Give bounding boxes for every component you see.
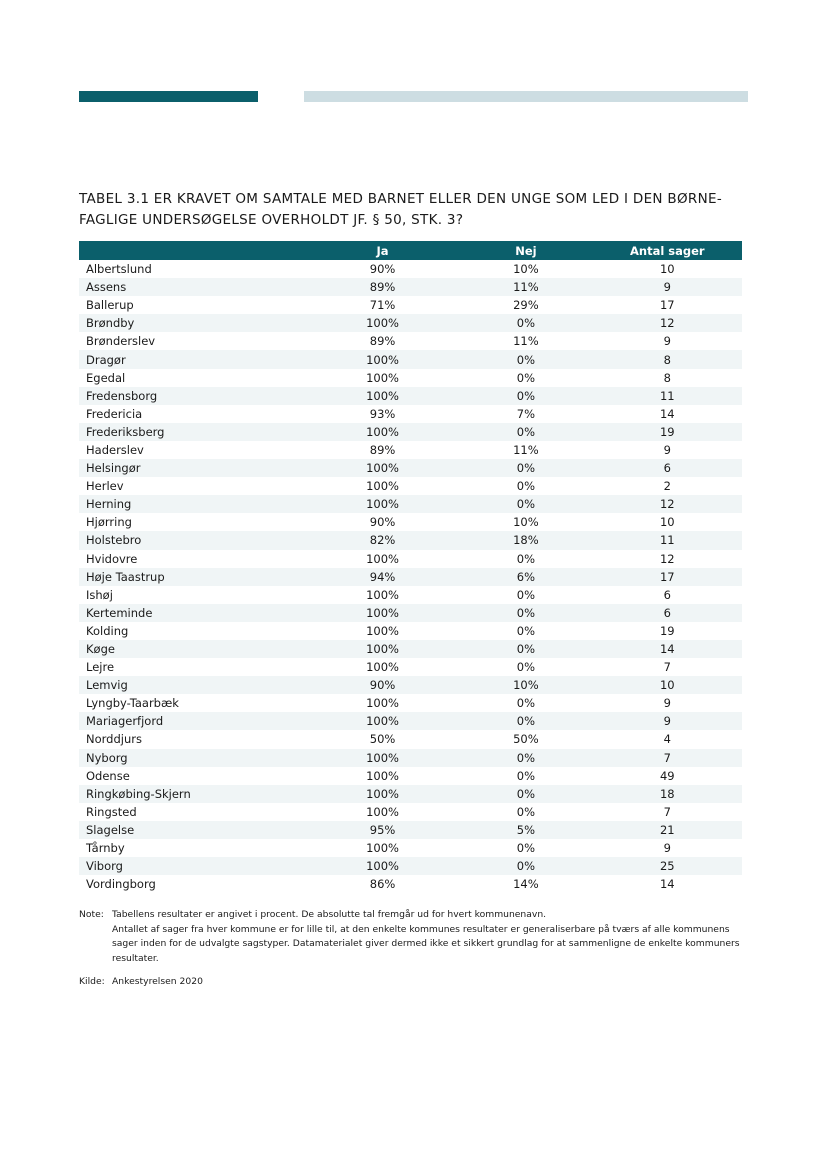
table-row	[79, 749, 742, 767]
cell-nej: 0%	[459, 495, 592, 513]
header-accent-bar-light	[304, 91, 748, 102]
table-row	[79, 550, 742, 568]
cell-antal-sager: 19	[593, 423, 742, 441]
cell-nej: 0%	[459, 459, 592, 477]
cell-ja: 100%	[306, 857, 459, 875]
cell-antal-sager: 7	[593, 749, 742, 767]
cell-antal-sager: 10	[593, 676, 742, 694]
cell-municipality: Høje Taastrup	[79, 568, 306, 586]
table-row	[79, 586, 742, 604]
table-row	[79, 513, 742, 531]
cell-antal-sager: 9	[663, 334, 671, 349]
table-row	[79, 839, 742, 857]
cell-antal-sager: 12	[593, 314, 742, 332]
cell-nej: 0%	[459, 749, 592, 767]
cell-municipality: Nyborg	[79, 749, 306, 767]
cell-municipality: Helsingør	[79, 459, 306, 477]
cell-nej: 0%	[516, 841, 536, 856]
cell-municipality: Lyngby-Taarbæk	[86, 696, 179, 711]
table-row	[79, 767, 742, 785]
cell-ja: 50%	[369, 732, 396, 747]
cell-municipality: Odense	[86, 768, 130, 783]
cell-ja: 90%	[306, 676, 459, 694]
cell-municipality: Hvidovre	[86, 551, 138, 566]
table-row	[79, 640, 742, 658]
table-row	[79, 785, 742, 803]
cell-ja: 90%	[369, 262, 396, 277]
table-row	[79, 676, 742, 694]
cell-ja: 100%	[306, 604, 459, 622]
cell-antal-sager: 8	[593, 350, 742, 368]
header-ja: Ja	[306, 241, 459, 260]
cell-municipality: Frederiksberg	[79, 423, 306, 441]
cell-ja: 89%	[369, 334, 396, 349]
cell-ja: 100%	[306, 495, 459, 513]
cell-antal-sager: 14	[659, 877, 675, 892]
table-row	[79, 350, 742, 368]
cell-municipality: Hjørring	[86, 515, 132, 530]
cell-municipality: Fredensborg	[79, 387, 306, 405]
table-row	[79, 821, 742, 839]
header-accent-bar-dark	[79, 91, 258, 102]
cell-nej: 0%	[516, 370, 536, 385]
cell-antal-sager: 7	[663, 660, 671, 675]
notes-section	[79, 908, 744, 990]
table-row	[79, 622, 742, 640]
cell-nej: 0%	[459, 712, 592, 730]
cell-municipality: Tårnby	[86, 841, 125, 856]
table-row	[79, 712, 742, 730]
table-row	[79, 296, 742, 314]
table-header-row	[79, 241, 742, 260]
table-row	[79, 694, 742, 712]
cell-antal-sager: 8	[663, 370, 671, 385]
table-row	[79, 857, 742, 875]
cell-municipality: Kerteminde	[79, 604, 306, 622]
cell-nej: 29%	[513, 298, 539, 313]
cell-ja: 90%	[369, 515, 396, 530]
cell-municipality: Køge	[79, 640, 306, 658]
table-title: TABEL 3.1 ER KRAVET OM SAMTALE MED BARNET ELLER DEN UNGE SOM LED I DEN BØRNE-FAGLIGE UNDERSØGELSE OVERHOLDT JF. § 50, STK. 3?	[79, 191, 722, 228]
cell-nej: 10%	[513, 515, 539, 530]
cell-ja: 100%	[366, 551, 399, 566]
table-row	[79, 423, 742, 441]
cell-ja: 86%	[369, 877, 396, 892]
cell-ja: 100%	[366, 841, 399, 856]
cell-ja: 100%	[366, 768, 399, 783]
cell-antal-sager: 19	[659, 623, 675, 638]
cell-nej: 10%	[513, 262, 539, 277]
table-row	[79, 332, 742, 350]
table-row	[79, 875, 742, 893]
cell-nej: 11%	[513, 334, 539, 349]
cell-municipality: Brønderslev	[86, 334, 156, 349]
cell-ja: 100%	[366, 479, 399, 494]
cell-nej: 0%	[516, 479, 536, 494]
cell-nej: 0%	[516, 587, 536, 602]
table-row	[79, 477, 742, 495]
table-row	[79, 459, 742, 477]
cell-nej: 5%	[459, 821, 592, 839]
table-row	[79, 568, 742, 586]
cell-ja: 94%	[306, 568, 459, 586]
note-line-1: Tabellens resultater er angivet i procent. De absolutte tal fremgår ud for hvert kommunenavn.	[112, 909, 547, 920]
cell-ja: 82%	[306, 531, 459, 549]
cell-ja: 95%	[306, 821, 459, 839]
cell-antal-sager: 11	[593, 387, 742, 405]
cell-antal-sager: 9	[593, 712, 742, 730]
cell-ja: 100%	[366, 587, 399, 602]
cell-nej: 0%	[516, 696, 536, 711]
cell-ja: 100%	[306, 350, 459, 368]
source-text: Ankestyrelsen 2020	[112, 976, 203, 987]
cell-antal-sager: 14	[593, 640, 742, 658]
cell-ja: 100%	[366, 804, 399, 819]
cell-municipality: Herning	[79, 495, 306, 513]
cell-municipality: Lemvig	[79, 676, 306, 694]
cell-ja: 100%	[366, 370, 399, 385]
cell-municipality: Dragør	[79, 350, 306, 368]
cell-antal-sager: 7	[663, 804, 671, 819]
cell-municipality: Egedal	[86, 370, 126, 385]
cell-municipality: Brøndby	[79, 314, 306, 332]
table-row	[79, 658, 742, 676]
header-nej: Nej	[459, 241, 592, 260]
cell-antal-sager: 9	[663, 841, 671, 856]
table-body	[79, 260, 742, 893]
cell-nej: 0%	[459, 604, 592, 622]
cell-municipality: Haderslev	[86, 442, 144, 457]
cell-municipality: Herlev	[86, 479, 124, 494]
cell-antal-sager: 4	[663, 732, 671, 747]
cell-ja: 100%	[366, 696, 399, 711]
table-row	[79, 531, 742, 549]
cell-nej: 0%	[516, 768, 536, 783]
cell-antal-sager: 49	[659, 768, 675, 783]
note-line-2: Antallet af sager fra hver kommune er for lille til, at den enkelte kommunes resultater er generaliserbare på tværs af alle kommunens sager inden for de udvalgte sagstyper. Datamaterialet giver dermed ikke et sikkert grundlag for at sammenligne de enkelte kommuners resultater.	[112, 923, 740, 964]
cell-nej: 0%	[516, 551, 536, 566]
cell-nej: 50%	[513, 732, 539, 747]
cell-municipality: Mariagerfjord	[79, 712, 306, 730]
cell-municipality: Slagelse	[79, 821, 306, 839]
table-row	[79, 405, 742, 423]
table-row	[79, 495, 742, 513]
cell-antal-sager: 21	[593, 821, 742, 839]
note	[79, 908, 744, 966]
cell-ja: 100%	[366, 623, 399, 638]
cell-nej: 0%	[459, 857, 592, 875]
cell-antal-sager: 2	[663, 479, 671, 494]
cell-antal-sager: 12	[659, 551, 675, 566]
cell-antal-sager: 25	[593, 857, 742, 875]
table-row	[79, 278, 742, 296]
cell-antal-sager: 6	[663, 587, 671, 602]
cell-ja: 89%	[369, 442, 396, 457]
cell-antal-sager: 17	[593, 568, 742, 586]
cell-nej: 0%	[516, 804, 536, 819]
source	[79, 975, 744, 990]
cell-antal-sager: 11	[593, 531, 742, 549]
cell-ja: 100%	[306, 712, 459, 730]
note-label: Note:	[79, 909, 104, 920]
cell-ja: 100%	[306, 314, 459, 332]
cell-ja: 100%	[306, 387, 459, 405]
cell-antal-sager: 9	[663, 696, 671, 711]
cell-municipality: Lejre	[86, 660, 115, 675]
cell-antal-sager: 17	[659, 298, 675, 313]
cell-municipality: Albertslund	[86, 262, 152, 277]
cell-municipality: Holstebro	[79, 531, 306, 549]
table-row	[79, 730, 742, 748]
cell-antal-sager: 14	[659, 406, 675, 421]
table-row	[79, 441, 742, 459]
cell-ja: 100%	[306, 459, 459, 477]
table-row	[79, 604, 742, 622]
cell-nej: 0%	[459, 423, 592, 441]
cell-municipality: Assens	[79, 278, 306, 296]
table-row	[79, 803, 742, 821]
cell-antal-sager: 6	[593, 604, 742, 622]
cell-nej: 11%	[513, 442, 539, 457]
note-text	[112, 908, 744, 966]
cell-ja: 100%	[306, 423, 459, 441]
cell-municipality: Fredericia	[86, 406, 143, 421]
cell-nej: 11%	[459, 278, 592, 296]
cell-ja: 89%	[306, 278, 459, 296]
cell-municipality: Ringsted	[86, 804, 137, 819]
source-label: Kilde:	[79, 976, 105, 987]
cell-nej: 0%	[459, 640, 592, 658]
table-row	[79, 314, 742, 332]
cell-municipality: Norddjurs	[86, 732, 142, 747]
cell-municipality: Ishøj	[86, 587, 113, 602]
cell-nej: 0%	[459, 314, 592, 332]
cell-antal-sager: 10	[659, 515, 675, 530]
cell-municipality: Ballerup	[86, 298, 134, 313]
cell-ja: 93%	[369, 406, 396, 421]
cell-municipality: Vordingborg	[86, 877, 156, 892]
table-row	[79, 260, 742, 278]
cell-nej: 14%	[513, 877, 539, 892]
header-municipality	[79, 241, 306, 260]
cell-ja: 100%	[366, 660, 399, 675]
cell-antal-sager: 12	[593, 495, 742, 513]
cell-nej: 0%	[516, 623, 536, 638]
cell-nej: 0%	[459, 785, 592, 803]
cell-ja: 100%	[306, 640, 459, 658]
cell-nej: 0%	[516, 660, 536, 675]
cell-municipality: Viborg	[79, 857, 306, 875]
cell-antal-sager: 9	[663, 442, 671, 457]
cell-nej: 7%	[516, 406, 536, 421]
cell-nej: 0%	[459, 350, 592, 368]
cell-municipality: Kolding	[86, 623, 129, 638]
table-row	[79, 387, 742, 405]
cell-nej: 0%	[459, 387, 592, 405]
cell-ja: 100%	[306, 785, 459, 803]
cell-nej: 6%	[459, 568, 592, 586]
cell-nej: 18%	[459, 531, 592, 549]
cell-municipality: Ringkøbing-Skjern	[79, 785, 306, 803]
cell-nej: 10%	[459, 676, 592, 694]
cell-antal-sager: 6	[593, 459, 742, 477]
cell-ja: 71%	[369, 298, 396, 313]
cell-antal-sager: 18	[593, 785, 742, 803]
results-table	[79, 241, 742, 893]
cell-antal-sager: 10	[659, 262, 675, 277]
cell-ja: 100%	[306, 749, 459, 767]
table-row	[79, 369, 742, 387]
cell-antal-sager: 9	[593, 278, 742, 296]
header-antal-sager: Antal sager	[593, 241, 742, 260]
